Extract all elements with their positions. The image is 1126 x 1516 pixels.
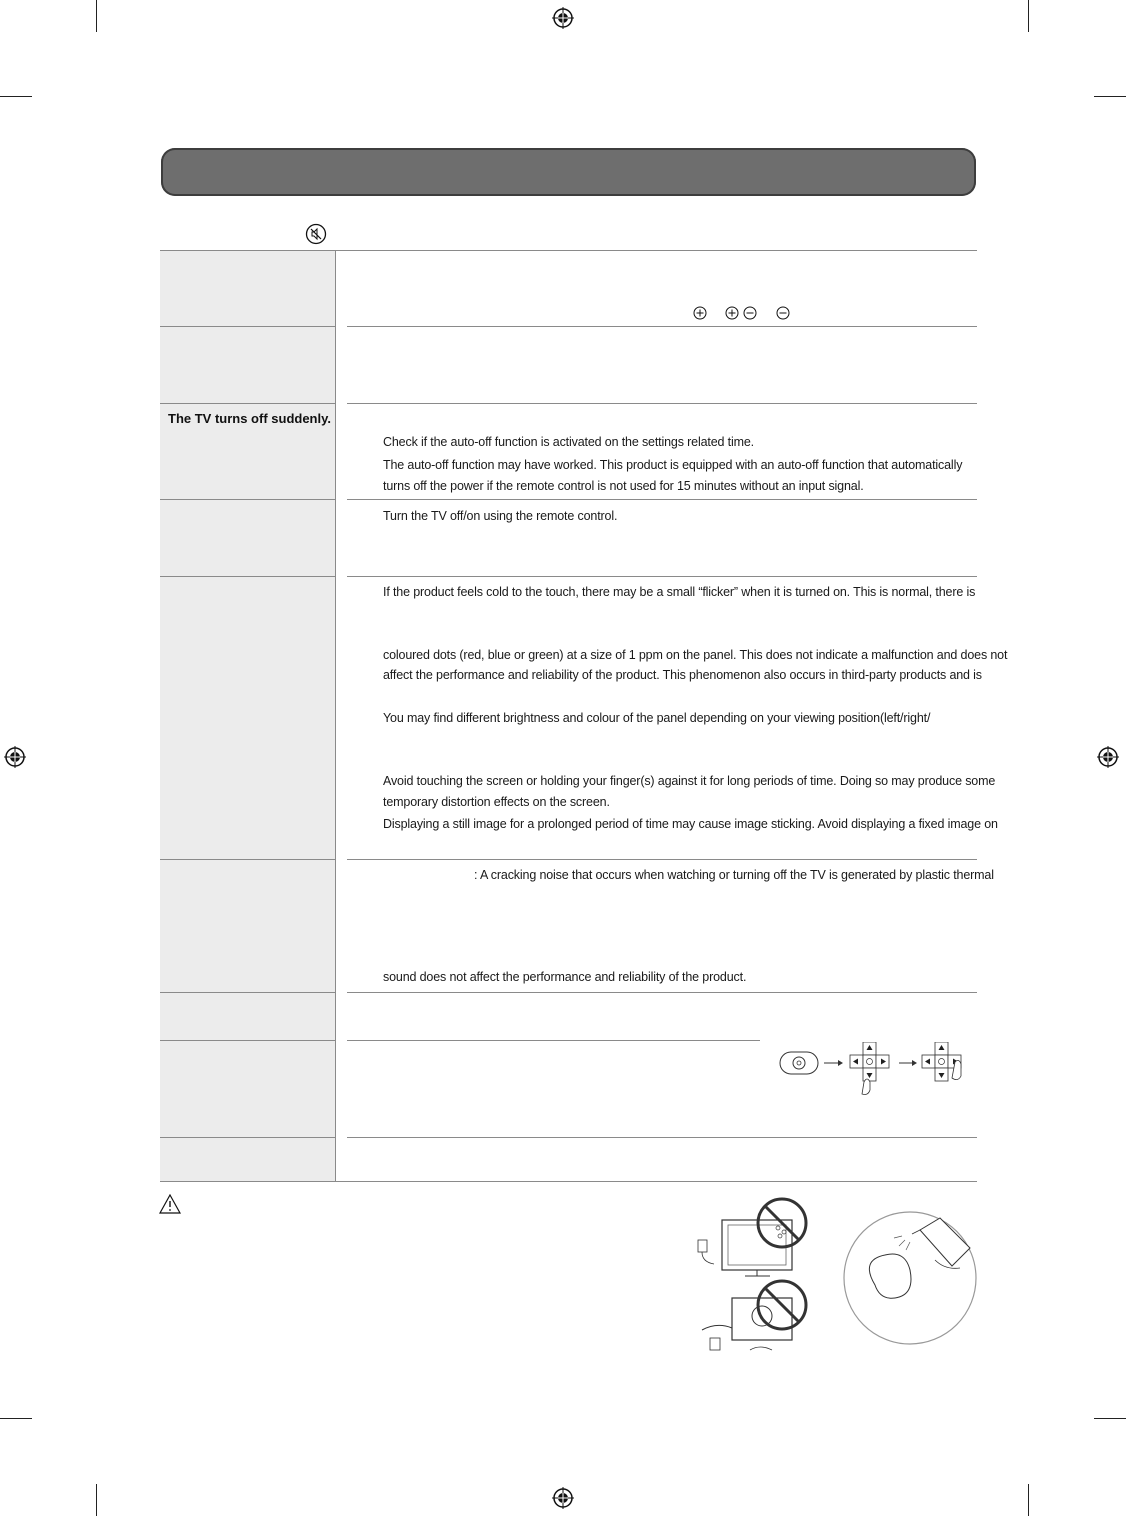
row-divider [347, 499, 977, 500]
remote-navigation-icon [778, 1042, 973, 1102]
row-text: temporary distortion effects on the screen. [383, 795, 610, 809]
row-divider [347, 1040, 760, 1041]
row-label: The TV turns off suddenly. [168, 411, 331, 426]
row-text: If the product feels cold to the touch, there may be a small “flicker” when it is turned on. This is normal, there is [383, 585, 976, 599]
crop-mark [1028, 1484, 1029, 1516]
row-divider [160, 499, 335, 500]
crop-mark [1094, 96, 1126, 97]
row-divider [347, 859, 977, 860]
crop-mark [96, 0, 97, 32]
row-divider [160, 403, 335, 404]
cleaning-illustrations [690, 1190, 980, 1360]
row-text: affect the performance and reliability of the product. This phenomenon also occurs in third-party products and is [383, 668, 982, 682]
registration-mark-icon [1097, 746, 1119, 768]
row-divider [347, 326, 977, 327]
row-text: You may find different brightness and colour of the panel depending on your viewing position(left/right/ [383, 711, 931, 725]
row-text: Displaying a still image for a prolonged period of time may cause image sticking. Avoid displaying a fixed image on [383, 817, 998, 831]
registration-mark-icon [552, 1487, 574, 1509]
row-text: : A cracking noise that occurs when watching or turning off the TV is generated by plastic thermal [474, 868, 994, 882]
plus-circle-icon [725, 306, 739, 320]
row-divider [347, 992, 977, 993]
registration-mark-icon [4, 746, 26, 768]
row-divider [347, 1137, 977, 1138]
row-text: The auto-off function may have worked. This product is equipped with an auto-off function that automatically [383, 458, 963, 472]
mute-icon [305, 223, 327, 245]
row-divider [160, 326, 335, 327]
row-divider [160, 859, 335, 860]
row-text: turns off the power if the remote control is not used for 15 minutes without an input signal. [383, 479, 864, 493]
row-text: Check if the auto-off function is activated on the settings related time. [383, 435, 754, 449]
row-text: Turn the TV off/on using the remote control. [383, 509, 618, 523]
section-header-bar [161, 148, 976, 196]
row-divider [160, 992, 335, 993]
cleaning-warning-illustration [690, 1190, 980, 1360]
remote-settings-diagram [778, 1042, 973, 1102]
row-divider [160, 1137, 335, 1138]
crop-mark [96, 1484, 97, 1516]
row-text: sound does not affect the performance and reliability of the product. [383, 970, 747, 984]
row-divider [347, 403, 977, 404]
row-divider [160, 576, 335, 577]
minus-circle-icon [743, 306, 757, 320]
row-divider [160, 250, 977, 251]
row-text: coloured dots (red, blue or green) at a size of 1 ppm on the panel. This does not indicate a malfunction and does not [383, 648, 1008, 662]
row-divider [160, 1181, 977, 1182]
caution-triangle-icon [159, 1194, 181, 1214]
row-divider [160, 1040, 335, 1041]
plus-circle-icon [693, 306, 707, 320]
registration-mark-icon [552, 7, 574, 29]
crop-mark [0, 96, 32, 97]
table-label-column [160, 251, 335, 1182]
crop-mark [1028, 0, 1029, 32]
column-divider [335, 251, 336, 1181]
crop-mark [1094, 1418, 1126, 1419]
crop-mark [0, 1418, 32, 1419]
minus-circle-icon [776, 306, 790, 320]
row-text: Avoid touching the screen or holding your finger(s) against it for long periods of time. Doing so may produce some [383, 774, 996, 788]
row-divider [347, 576, 977, 577]
